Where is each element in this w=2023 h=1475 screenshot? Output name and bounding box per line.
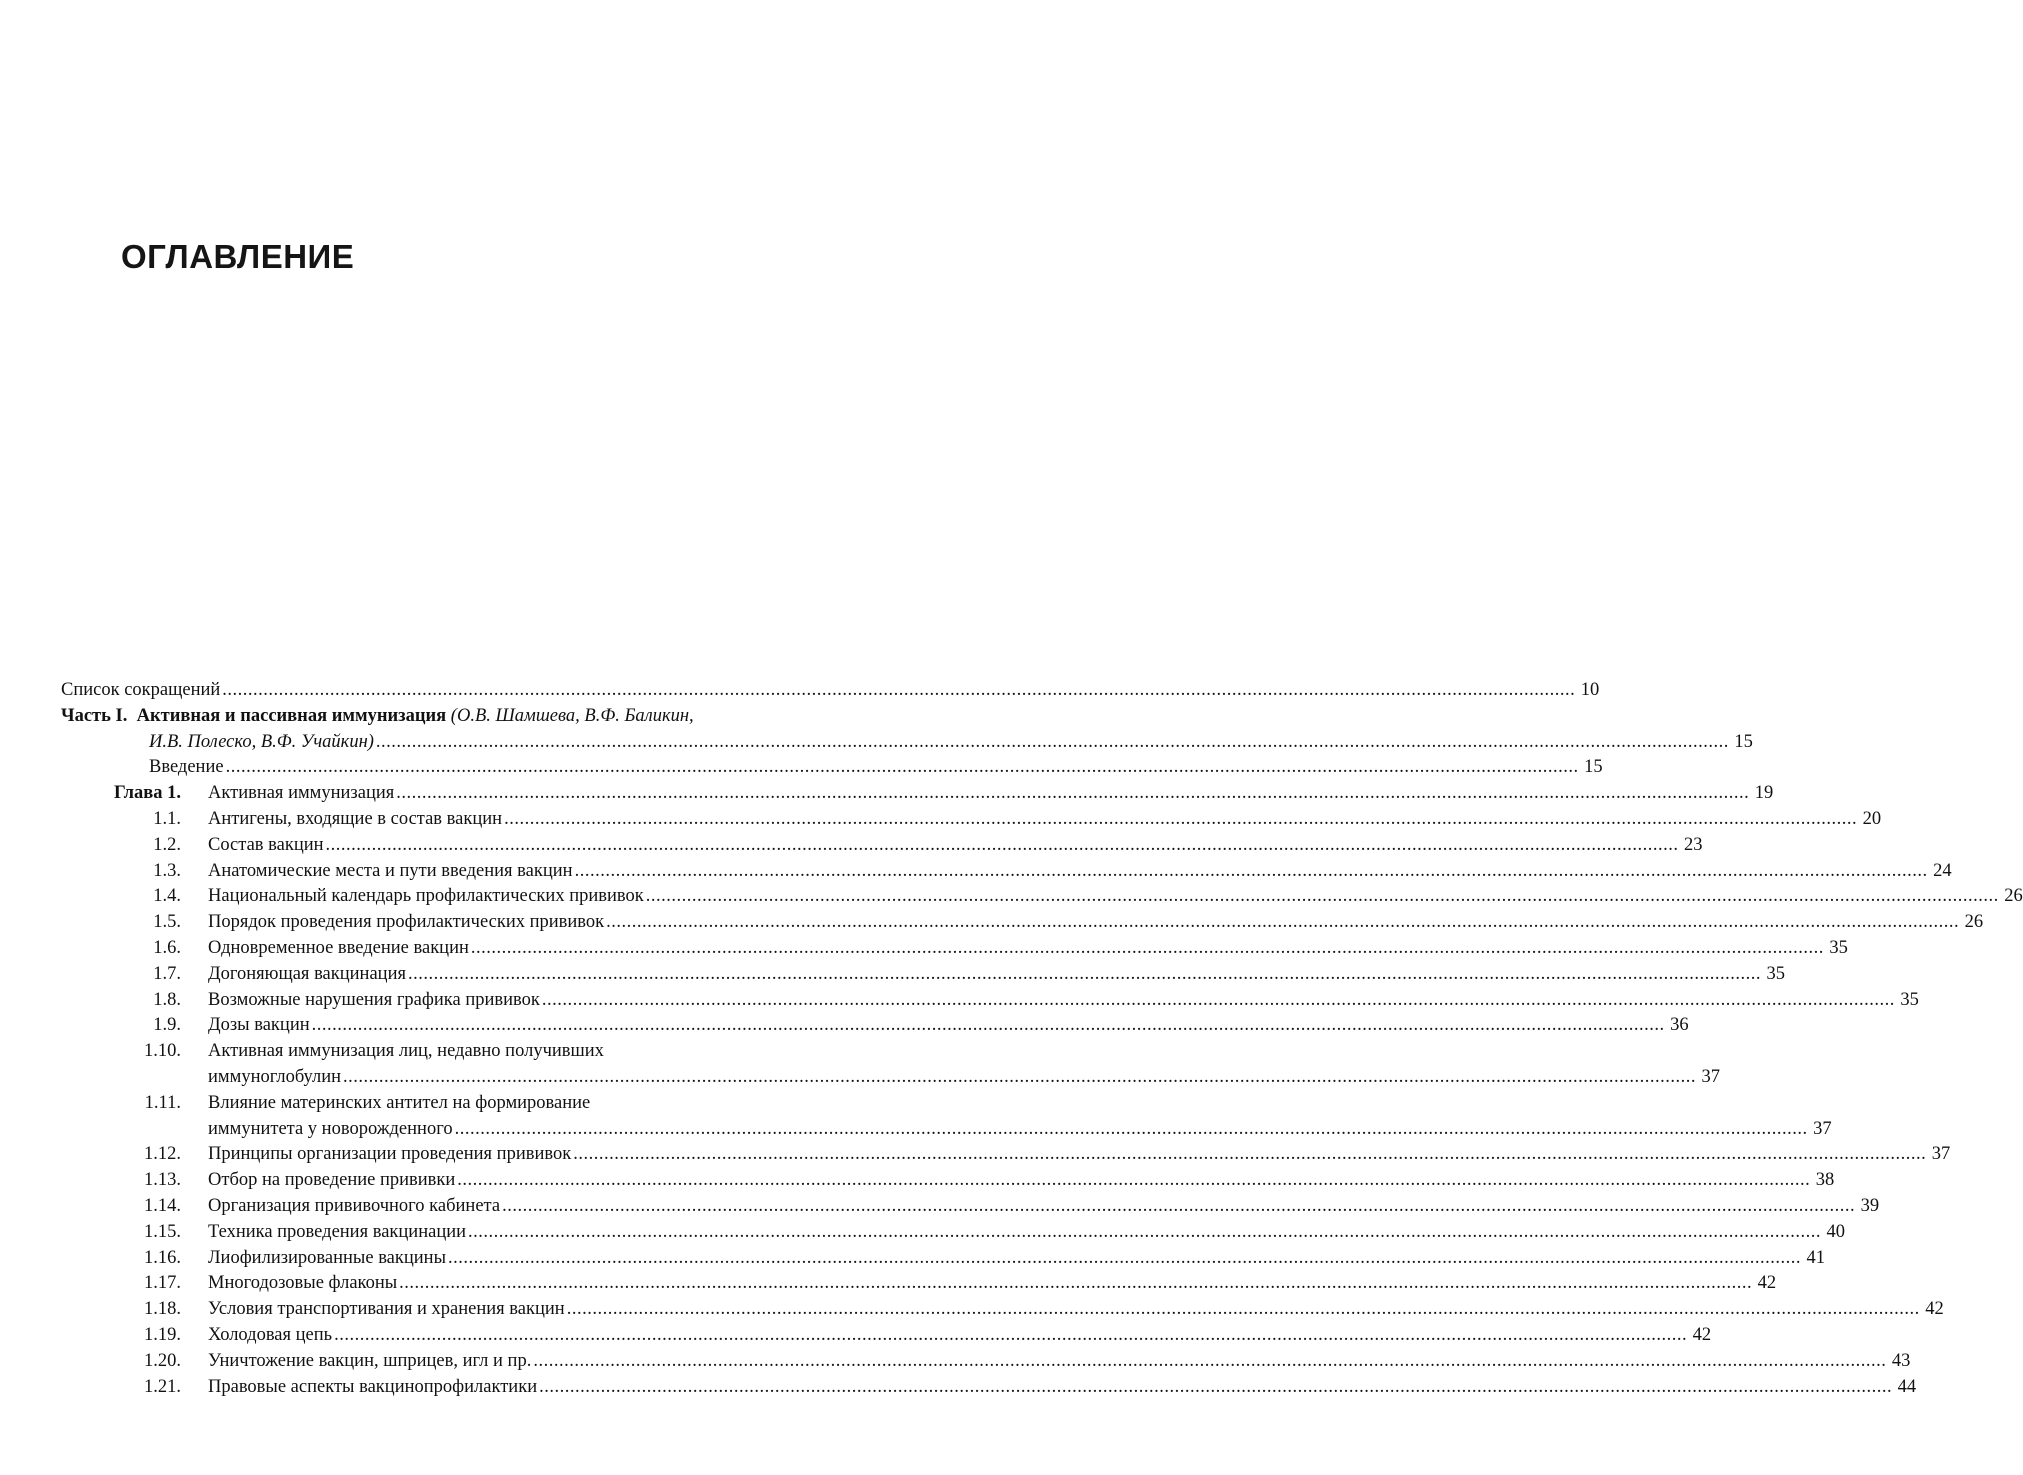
dot-leader: ........................................................................................................................................................................................................................................................................ bbox=[504, 808, 1858, 829]
part-authors-continued: И.В. Полеско, В.Ф. Учайкин) bbox=[149, 731, 374, 752]
dot-leader: ........................................................................................................................................................................................................................................................................ bbox=[343, 1066, 1697, 1087]
section-number: 1.5. bbox=[153, 912, 181, 933]
dot-leader: ........................................................................................................................................................................................................................................................................ bbox=[502, 1195, 1856, 1216]
toc-entry-section[interactable] bbox=[61, 1271, 1777, 1297]
toc-entry-section[interactable] bbox=[61, 962, 1785, 988]
toc-page-number: 42 bbox=[1692, 1324, 1712, 1345]
toc-entry-abbreviations[interactable] bbox=[61, 678, 1600, 704]
section-number: 1.11. bbox=[144, 1092, 181, 1113]
section-number: 1.13. bbox=[144, 1170, 181, 1191]
dot-leader: ........................................................................................................................................................................................................................................................................ bbox=[311, 1015, 1665, 1036]
toc-entry-section[interactable] bbox=[61, 833, 1703, 859]
section-number: 1.16. bbox=[144, 1247, 181, 1268]
dot-leader: ........................................................................................................................................................................................................................................................................ bbox=[574, 860, 1928, 881]
section-title: Холодовая цепь bbox=[208, 1324, 333, 1345]
section-number: 1.21. bbox=[144, 1376, 181, 1397]
dot-leader: ........................................................................................................................................................................................................................................................................ bbox=[222, 680, 1576, 700]
toc-page-number: 37 bbox=[1813, 1118, 1832, 1139]
toc-entry-section[interactable] bbox=[61, 1168, 1835, 1194]
toc-entry-section[interactable] bbox=[61, 1323, 1712, 1349]
section-number: 1.19. bbox=[144, 1324, 181, 1345]
section-title-continued: иммуноглобулин bbox=[208, 1066, 342, 1087]
toc-entry-section-heading[interactable] bbox=[61, 1039, 906, 1065]
section-number: 1.18. bbox=[144, 1299, 181, 1320]
toc-entry-section[interactable] bbox=[61, 1142, 1951, 1168]
section-title: Уничтожение вакцин, шприцев, игл и пр. bbox=[208, 1350, 532, 1371]
toc-page-number: 40 bbox=[1826, 1221, 1846, 1242]
table-of-contents bbox=[61, 678, 2023, 1400]
section-number: 1.17. bbox=[144, 1273, 181, 1294]
section-number: 1.14. bbox=[144, 1195, 181, 1216]
section-title: Национальный календарь профилактических прививок bbox=[208, 886, 644, 907]
toc-page-number: 23 bbox=[1684, 834, 1703, 855]
toc-page-number: 41 bbox=[1806, 1247, 1826, 1268]
section-number: 1.1. bbox=[153, 808, 181, 829]
section-title: Дозы вакцин bbox=[208, 1015, 310, 1036]
section-title: Анатомические места и пути введения вакцин bbox=[208, 860, 573, 881]
section-title: Одновременное введение вакцин bbox=[208, 937, 469, 958]
section-title: Условия транспортивания и хранения вакцин bbox=[208, 1299, 565, 1320]
dot-leader: ........................................................................................................................................................................................................................................................................ bbox=[399, 1273, 1753, 1294]
toc-page-number: 44 bbox=[1897, 1376, 1917, 1397]
dot-leader: ........................................................................................................................................................................................................................................................................ bbox=[566, 1299, 1920, 1320]
toc-entry-section[interactable] bbox=[61, 1297, 1944, 1323]
chapter-title: Активная иммунизация bbox=[208, 783, 395, 804]
dot-leader: ........................................................................................................................................................................................................................................................................ bbox=[468, 1221, 1822, 1242]
dot-leader: ........................................................................................................................................................................................................................................................................ bbox=[325, 834, 1679, 855]
toc-page-number: 24 bbox=[1933, 860, 1952, 881]
dot-leader: ........................................................................................................................................................................................................................................................................ bbox=[407, 963, 1761, 984]
toc-entry-part1-heading[interactable] bbox=[61, 704, 906, 730]
section-title: Влияние материнских антител на формирование bbox=[208, 1092, 591, 1113]
section-number: 1.9. bbox=[153, 1015, 181, 1036]
section-title: Активная иммунизация лиц, недавно получивших bbox=[208, 1041, 604, 1062]
part-title: Активная и пассивная иммунизация bbox=[136, 705, 447, 726]
toc-entry-section[interactable] bbox=[61, 936, 1848, 962]
section-number: 1.15. bbox=[144, 1221, 181, 1242]
section-number: 1.8. bbox=[153, 989, 181, 1010]
dot-leader: ........................................................................................................................................................................................................................................................................ bbox=[533, 1350, 1887, 1371]
toc-entry-section[interactable] bbox=[61, 859, 1952, 885]
toc-page-number: 26 bbox=[2004, 886, 2023, 907]
section-number: 1.10. bbox=[144, 1041, 181, 1062]
toc-entry-chapter1[interactable] bbox=[61, 781, 1774, 807]
dot-leader: ........................................................................................................................................................................................................................................................................ bbox=[645, 886, 1999, 907]
section-title: Принципы организации проведения прививок bbox=[208, 1144, 572, 1165]
toc-page-number: 36 bbox=[1670, 1015, 1689, 1036]
toc-entry-section[interactable] bbox=[61, 988, 1919, 1014]
dot-leader: ........................................................................................................................................................................................................................................................................ bbox=[334, 1324, 1688, 1345]
dot-leader: ........................................................................................................................................................................................................................................................................ bbox=[573, 1144, 1927, 1165]
section-number: 1.2. bbox=[153, 834, 181, 855]
section-title: Правовые аспекты вакцинопрофилактики bbox=[208, 1376, 538, 1397]
toc-entry-section[interactable] bbox=[61, 884, 2023, 910]
toc-page-number: 43 bbox=[1891, 1350, 1911, 1371]
toc-page-number: 35 bbox=[1829, 937, 1848, 958]
section-title: Многодозовые флаконы bbox=[208, 1273, 398, 1294]
part-authors: (О.В. Шамшева, В.Ф. Баликин, bbox=[450, 705, 694, 726]
toc-entry-section[interactable] bbox=[61, 910, 1984, 936]
dot-leader: ........................................................................................................................................................................................................................................................................ bbox=[541, 989, 1895, 1010]
dot-leader: ........................................................................................................................................................................................................................................................................ bbox=[225, 757, 1579, 778]
toc-page-number: 15 bbox=[1584, 757, 1603, 778]
toc-entry-section[interactable] bbox=[61, 1349, 1911, 1375]
section-title-continued: иммунитета у новорожденного bbox=[208, 1118, 453, 1139]
toc-page-number: 37 bbox=[1701, 1066, 1721, 1087]
toc-entry-part1-authors[interactable] bbox=[61, 730, 1753, 756]
toc-entry-section-continued[interactable] bbox=[61, 1117, 1832, 1143]
dot-leader: ........................................................................................................................................................................................................................................................................ bbox=[454, 1118, 1808, 1139]
dot-leader: ........................................................................................................................................................................................................................................................................ bbox=[539, 1376, 1893, 1397]
section-title: Возможные нарушения графика прививок bbox=[208, 989, 540, 1010]
chapter-label: Глава 1. bbox=[113, 783, 181, 804]
dot-leader: ........................................................................................................................................................................................................................................................................ bbox=[396, 783, 1750, 804]
section-number: 1.20. bbox=[144, 1350, 181, 1371]
toc-page-number: 42 bbox=[1757, 1273, 1777, 1294]
section-title: Порядок проведения профилактических прививок bbox=[208, 912, 605, 933]
toc-entry-section[interactable] bbox=[61, 1220, 1846, 1246]
toc-entry-section[interactable] bbox=[61, 807, 1882, 833]
section-number: 1.4. bbox=[153, 886, 181, 907]
toc-entry-section[interactable] bbox=[61, 1246, 1826, 1272]
toc-entry-section-heading[interactable] bbox=[61, 1091, 906, 1117]
section-title: Техника проведения вакцинации bbox=[208, 1221, 467, 1242]
toc-page-number: 39 bbox=[1860, 1195, 1880, 1216]
toc-page-number: 42 bbox=[1925, 1299, 1944, 1320]
toc-entry-section[interactable] bbox=[61, 1375, 1917, 1401]
toc-page-number: 38 bbox=[1815, 1170, 1835, 1191]
dot-leader: ........................................................................................................................................................................................................................................................................ bbox=[375, 731, 1729, 752]
section-title: Антигены, входящие в состав вакцин bbox=[208, 808, 503, 829]
toc-entry-section-continued[interactable] bbox=[61, 1065, 1721, 1091]
toc-entry-section[interactable] bbox=[61, 1194, 1880, 1220]
toc-page-number: 35 bbox=[1900, 989, 1919, 1010]
dot-leader: ........................................................................................................................................................................................................................................................................ bbox=[457, 1170, 1811, 1191]
toc-entry-section[interactable] bbox=[61, 1013, 1689, 1039]
dot-leader: ........................................................................................................................................................................................................................................................................ bbox=[606, 912, 1960, 933]
section-title: Состав вакцин bbox=[208, 834, 324, 855]
toc-entry-label: Введение bbox=[149, 757, 224, 778]
toc-page-number: 35 bbox=[1766, 963, 1785, 984]
section-number: 1.12. bbox=[144, 1144, 181, 1165]
section-number: 1.6. bbox=[153, 937, 181, 958]
toc-entry-label: Список сокращений bbox=[61, 680, 221, 700]
dot-leader: ........................................................................................................................................................................................................................................................................ bbox=[448, 1247, 1802, 1268]
section-title: Организация прививочного кабинета bbox=[208, 1195, 501, 1216]
toc-page-number: 37 bbox=[1931, 1144, 1951, 1165]
dot-leader: ........................................................................................................................................................................................................................................................................ bbox=[470, 937, 1824, 958]
toc-page-number: 26 bbox=[1964, 912, 1984, 933]
toc-page-number: 15 bbox=[1734, 731, 1753, 752]
section-title: Лиофилизированные вакцины bbox=[208, 1247, 447, 1268]
toc-page-number: 10 bbox=[1580, 680, 1600, 700]
section-title: Отбор на проведение прививки bbox=[208, 1170, 456, 1191]
section-number: 1.3. bbox=[153, 860, 181, 881]
toc-entry-introduction[interactable] bbox=[61, 755, 1603, 781]
section-title: Догоняющая вакцинация bbox=[208, 963, 406, 984]
part-label: Часть I. bbox=[61, 705, 128, 726]
toc-page-number: 20 bbox=[1862, 808, 1882, 829]
section-number: 1.7. bbox=[153, 963, 181, 984]
toc-page-number: 19 bbox=[1754, 783, 1774, 804]
page-title: ОГЛАВЛЕНИЕ bbox=[121, 238, 355, 275]
